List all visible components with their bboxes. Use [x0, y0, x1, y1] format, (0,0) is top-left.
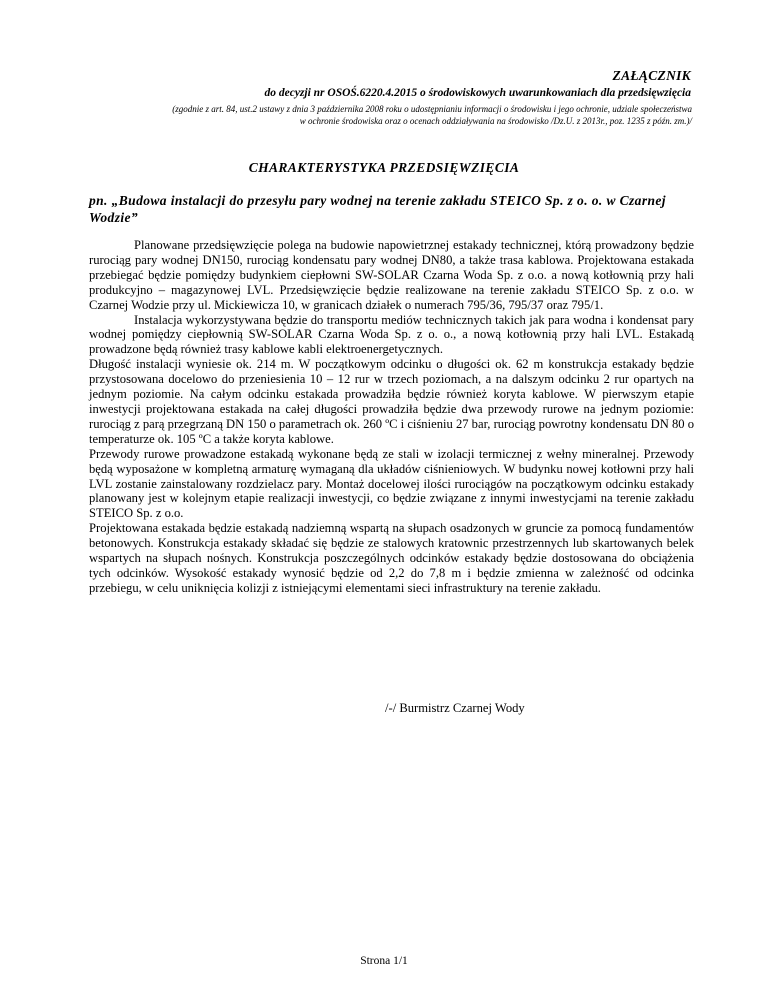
project-subject: pn. „Budowa instalacji do przesyłu pary wodnej na terenie zakładu STEICO Sp. z o. o. w Czarnej Wodzie”	[89, 193, 666, 225]
legal-basis-line-1: (zgodnie z art. 84, ust.2 ustawy z dnia 3 października 2008 roku o udostępnianiu informacji o środowisku i jego ochronie, udziale społeczeństwa	[172, 104, 692, 114]
paragraph-3: Długość instalacji wyniesie ok. 214 m. W początkowym odcinku o długości ok. 62 m konstrukcja estakady będzie przystosowana docelowo do przeniesienia 10 – 12 rur w trzech poziomach, a na dalszym odcinku 2 rur opartych na jednym poziomie. Na całym odcinku estakada prowadziła będzie również koryta kablowe. W pierwszym etapie inwestycji projektowana estakada na całej długości prowadziła będzie dwa przewody rurowe na jednym poziomie: rurociąg z parą przegrzaną DN 150 o parametrach ok. 260 ºC i ciśnieniu 27 bar, rurociąg powrotny kondensatu DN 80 o temperaturze ok. 105 ºC a także koryta kablowe.	[89, 357, 694, 446]
paragraph-2: Instalacja wykorzystywana będzie do transportu mediów technicznych takich jak para wodna i kondensat pary wodnej pomiędzy ciepłownią SW-SOLAR Czarna Woda Sp. z o. o., a nową kotłownią przy hali LVL. Estakadą prowadzone będą również trasy kablowe kabli elektroenergetycznych.	[89, 312, 694, 357]
paragraph-5: Projektowana estakada będzie estakadą nadziemną wspartą na słupach osadzonych w gruncie za pomocą fundamentów betonowych. Konstrukcja estakady składać się będzie ze stalowych kratownic przestrzennych lub skartowanych belek wspartych na słupach nośnych. Konstrukcja poszczególnych odcinków estakady będzie dostosowana do obciążenia tych odcinków. Wysokość estakady wynosić będzie od 2,2 do 7,8 m i będzie zmienna w zależność od odcinka przebiegu, w celu uniknięcia kolizji z istniejącymi elementami sieci infrastruktury na terenie zakładu.	[89, 521, 694, 595]
attachment-label: ZAŁĄCZNIK	[612, 68, 691, 83]
page-number: Strona 1/1	[360, 955, 408, 967]
signature: /-/ Burmistrz Czarnej Wody	[385, 701, 525, 715]
legal-basis	[52, 103, 692, 127]
document-body	[89, 238, 694, 596]
decision-reference: do decyzji nr OSOŚ.6220.4.2015 o środowiskowych uwarunkowaniach dla przedsięwzięcia	[264, 87, 691, 99]
document-heading: CHARAKTERYSTYKA PRZEDSIĘWZIĘCIA	[248, 160, 520, 175]
paragraph-4: Przewody rurowe prowadzone estakadą wykonane będą ze stali w izolacji termicznej z wełny mineralnej. Przewody będą wyposażone w kompletną armaturę wymaganą dla układów ciśnieniowych. W budynku nowej kotłowni przy hali LVL zostanie zainstalowany rozdzielacz pary. Montaż docelowej ilości rurociągów na początkowym odcinku estakady planowany jest w kolejnym etapie realizacji inwestycji, co będzie związane z innymi inwestycjami na terenie zakładu STEICO Sp. z o.o.	[89, 446, 694, 521]
paragraph-1: Planowane przedsięwzięcie polega na budowie napowietrznej estakady technicznej, którą prowadzony będzie rurociąg pary wodnej DN150, rurociąg kondensatu pary wodnej DN80, a także trasa kablowa. Projektowana estakada przebiegać będzie pomiędzy budynkiem ciepłowni SW-SOLAR Czarna Woda Sp. z o.o. a nową kotłownią przy hali produkcyjno – magazynowej LVL. Przedsięwzięcie będzie realizowane na terenie zakładu STEICO Sp. z o.o. w Czarnej Wodzie przy ul. Mickiewicza 10, w granicach działek o numerach 795/36, 795/37 oraz 795/1.	[89, 238, 694, 312]
legal-basis-line-2: w ochronie środowiska oraz o ocenach oddziaływania na środowisko /Dz.U. z 2013r., poz. 1235 z późn. zm.)/	[299, 116, 692, 126]
